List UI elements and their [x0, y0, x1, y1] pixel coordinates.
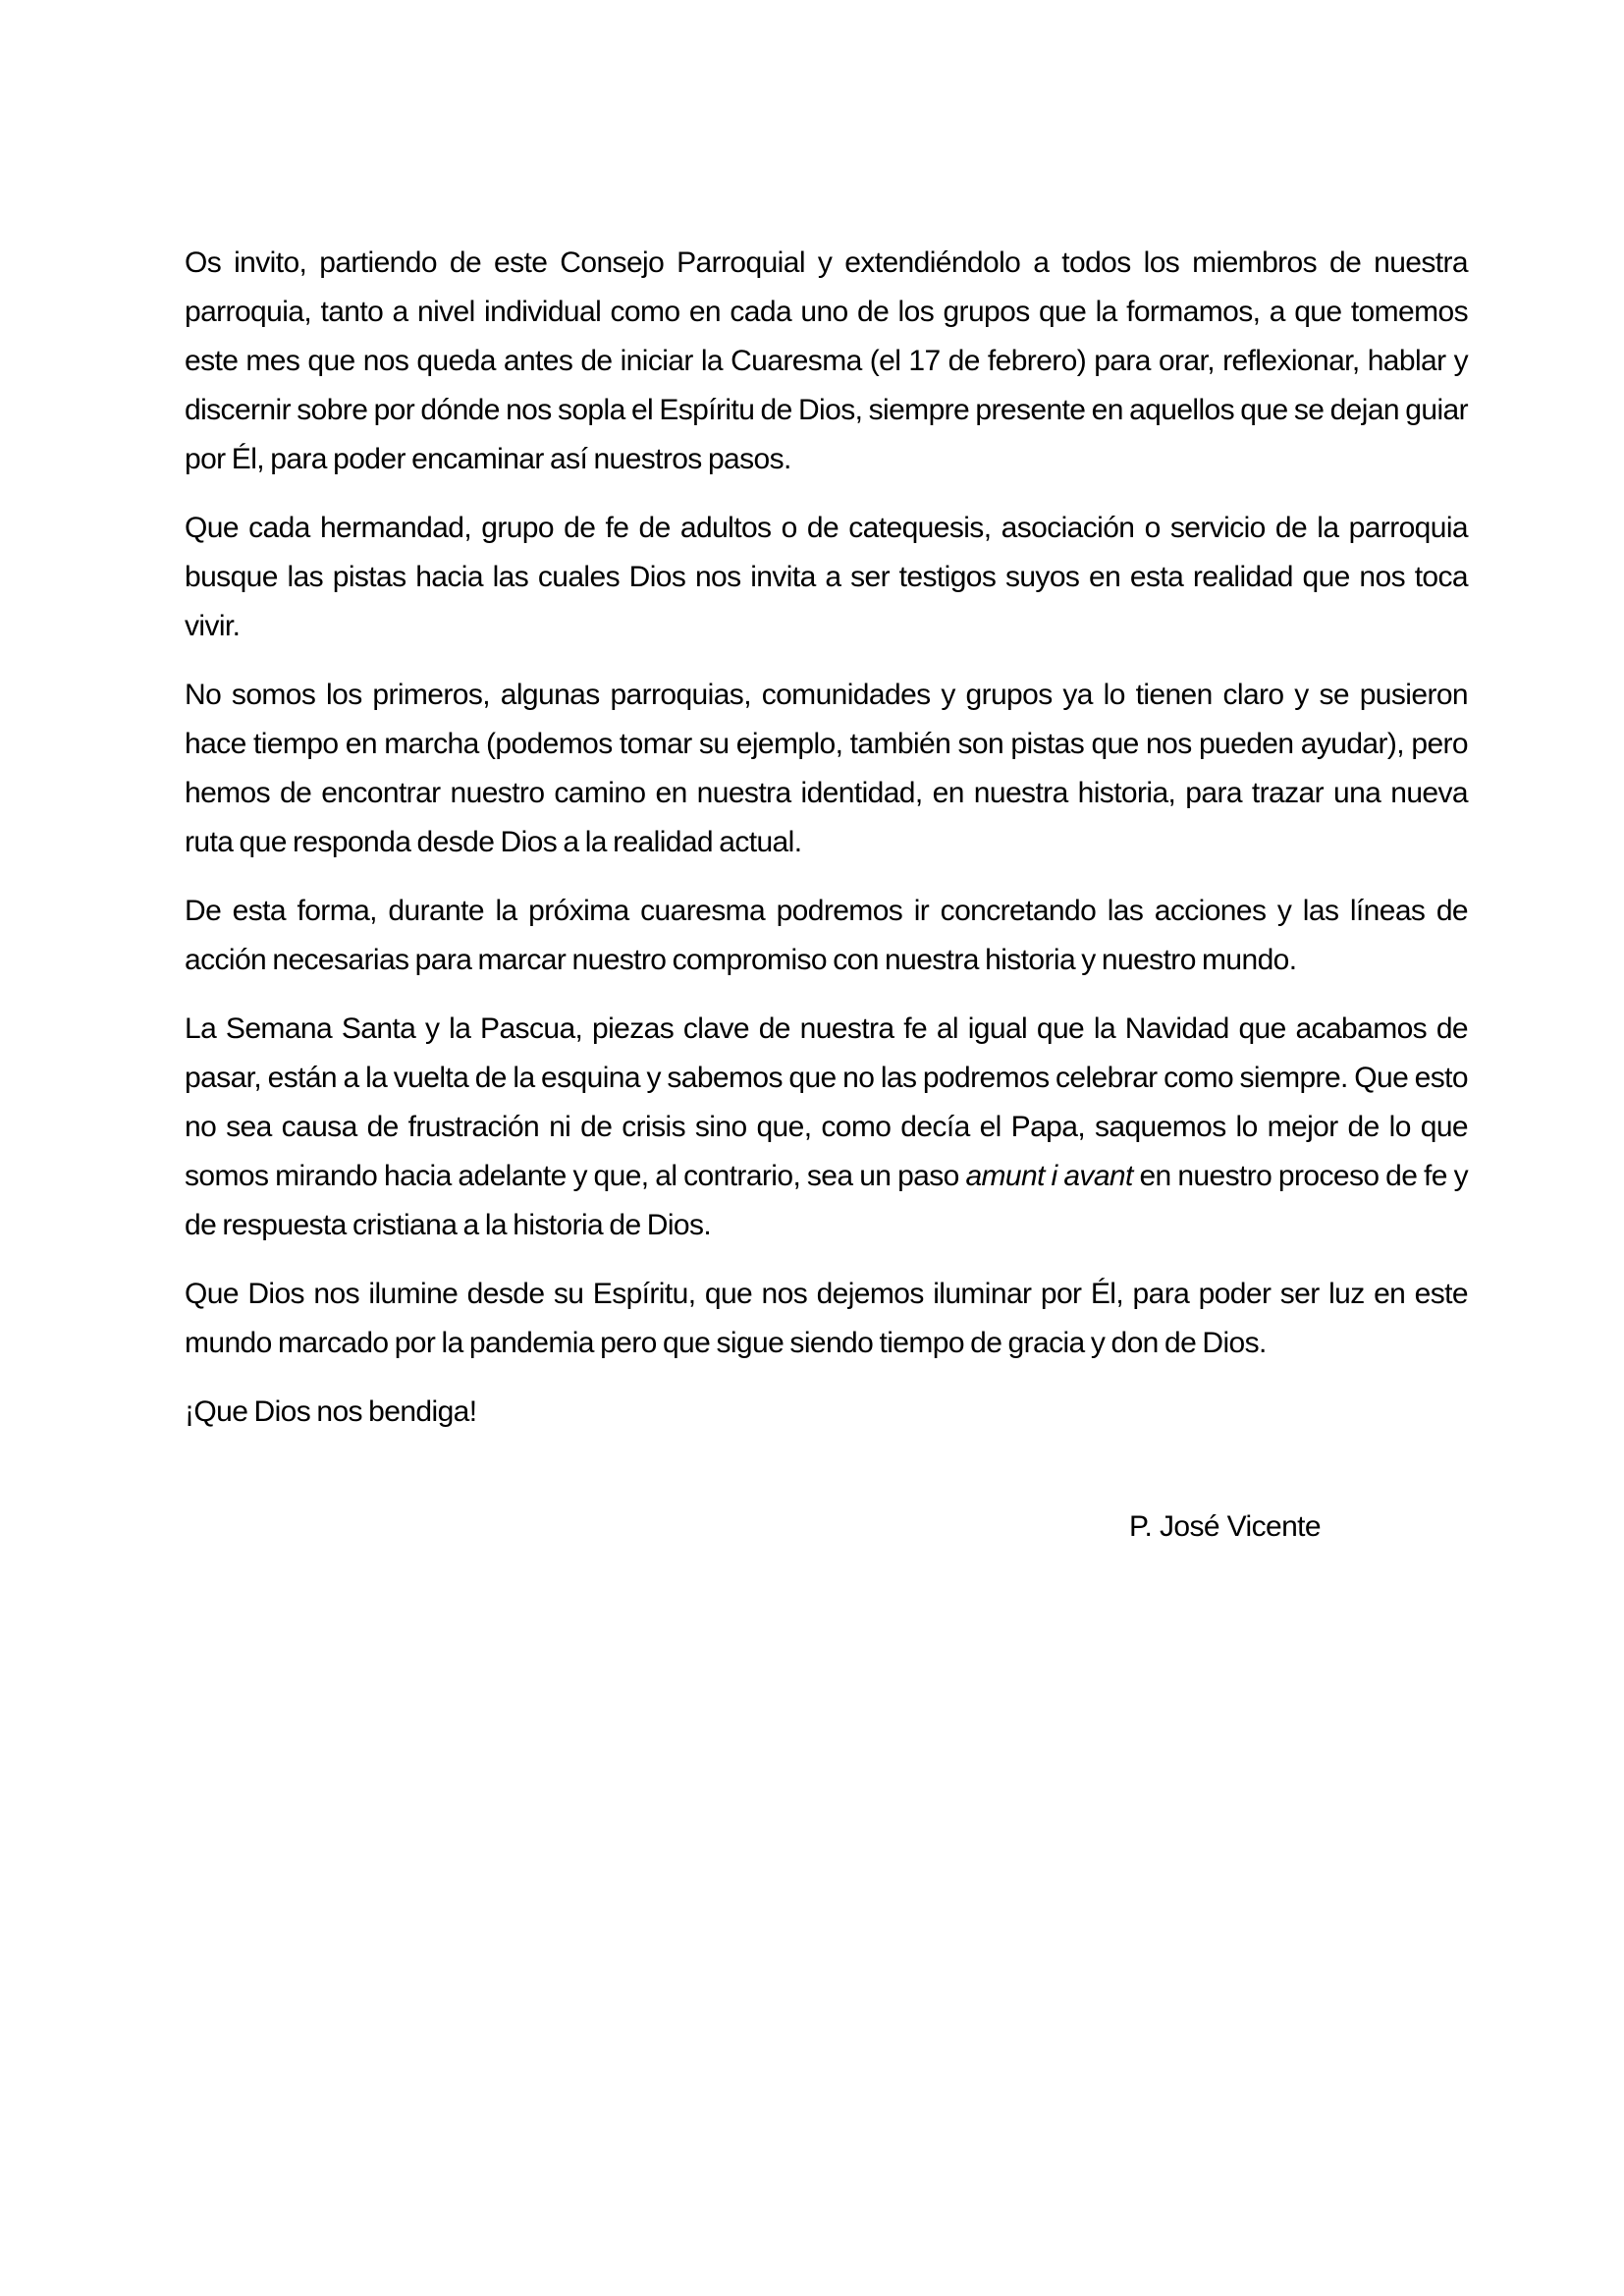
paragraph-invitation: Os invito, partiendo de este Consejo Parroquial y extendiéndolo a todos los miembros de nuestra parroquia, tanto a nivel individual como en cada uno de los grupos que la formamos, a que tomemos este mes que nos queda antes de iniciar la Cuaresma (el 17 de febrero) para orar, reflexionar, hablar y discernir sobre por dónde nos sopla el Espíritu de Dios, siempre presente en aquellos que se dejan guiar por Él, para poder encaminar así nuestros pasos. [185, 246, 1468, 475]
signature: P. José Vicente [1128, 1510, 1321, 1543]
paragraph-semana-santa-italic-phrase: amunt i avant [965, 1160, 1133, 1192]
paragraph-semana-santa-segment-3: en nuestro proceso de fe y de respuesta cristiana a la historia de Dios. [185, 1160, 1468, 1241]
paragraph-que-dios-nos-ilumine: Que Dios nos ilumine desde su Espíritu, que nos dejemos iluminar por Él, para poder ser luz en este mundo marcado por la pandemia pero que sigue siendo tiempo de gracia y don de Dios. [185, 1278, 1468, 1359]
paragraph-blessing: ¡Que Dios nos bendiga! [185, 1395, 477, 1428]
paragraph-semana-santa-segment-1: La Semana Santa y la Pascua, piezas clave de nuestra fe al igual que la Navidad que acabamos de pasar, están a la vuelta de la esquina y sabemos que no las podremos celebrar como siempre. Que esto no sea causa de frustración ni de crisis sino que, como decía el Papa, saquemos lo mejor de lo que somos mirando hacia adelante y que, al contrario, sea un paso [185, 1012, 1468, 1192]
paragraph-hermandad: Que cada hermandad, grupo de fe de adultos o de catequesis, asociación o servicio de la parroquia busque las pistas hacia las cuales Dios nos invita a ser testigos suyos en esta realidad que nos toca vivir. [185, 512, 1468, 642]
paragraph-de-esta-forma: De esta forma, durante la próxima cuaresma podremos ir concretando las acciones y las líneas de acción necesarias para marcar nuestro compromiso con nuestra historia y nuestro mundo. [185, 895, 1468, 976]
paragraph-semana-santa [185, 1005, 1468, 1250]
paragraph-no-somos-los-primeros: No somos los primeros, algunas parroquias, comunidades y grupos ya lo tienen claro y se pusieron hace tiempo en marcha (podemos tomar su ejemplo, también son pistas que nos pueden ayudar), pero hemos de encontrar nuestro camino en nuestra identidad, en nuestra historia, para trazar una nueva ruta que responda desde Dios a la realidad actual. [185, 679, 1468, 858]
